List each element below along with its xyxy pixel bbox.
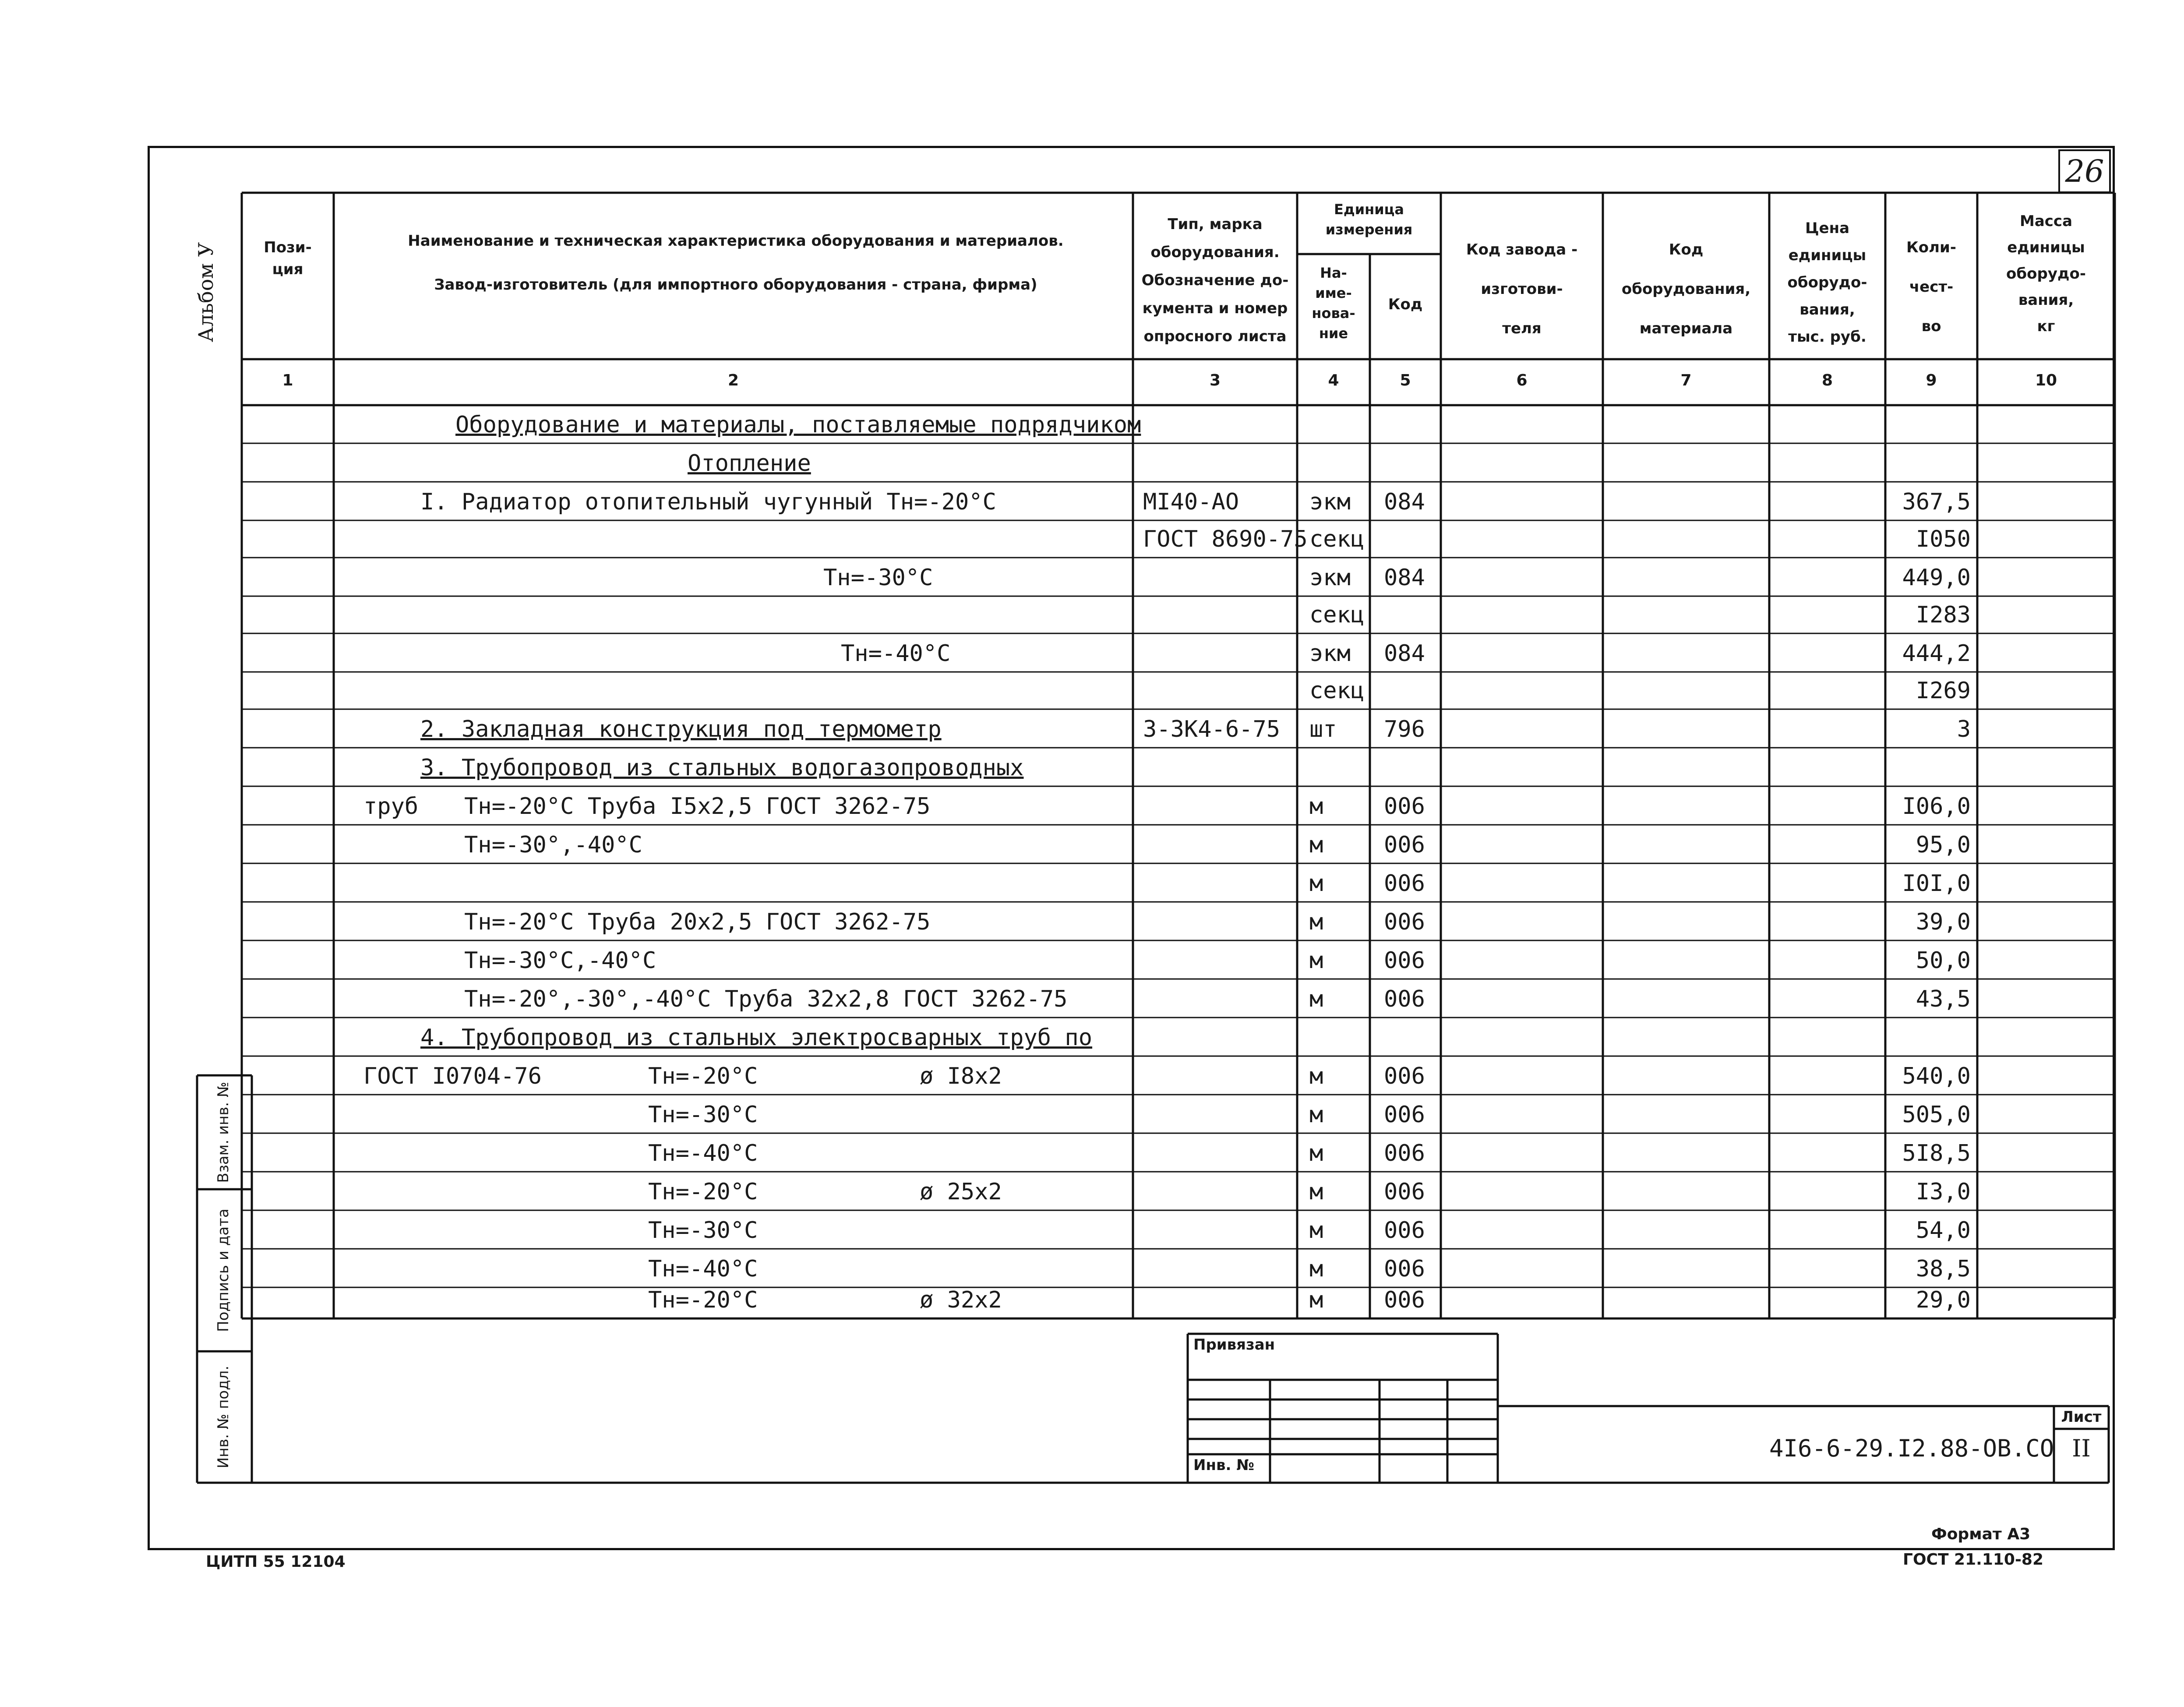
row-quantity: 3 bbox=[1957, 716, 1971, 742]
header-mass: Масса единицы оборудо- вания, кг bbox=[2006, 212, 2086, 335]
row-unit-code: 006 bbox=[1384, 1102, 1425, 1128]
row-name: 4. Трубопровод из стальных электросварных труб по bbox=[420, 1025, 1093, 1051]
row-unit-code: 006 bbox=[1384, 986, 1425, 1012]
header-unit: Единица измерения bbox=[1325, 201, 1413, 238]
row-unit: экм bbox=[1309, 489, 1351, 515]
header-name-line1: Наименование и техническая характеристика оборудования и материалов. bbox=[408, 232, 1064, 250]
row-quantity: I06,0 bbox=[1902, 793, 1971, 820]
row-name: 3. Трубопровод из стальных водогазопроводных bbox=[420, 755, 1024, 781]
header-equipment-code: Код оборудования, материала bbox=[1621, 241, 1751, 337]
row-unit: м bbox=[1309, 909, 1323, 935]
row-unit-code: 084 bbox=[1384, 565, 1425, 591]
row-unit: м bbox=[1309, 870, 1323, 897]
header-position: Пози- ция bbox=[264, 239, 312, 278]
row-quantity: I0I,0 bbox=[1902, 870, 1971, 897]
header-name-line2: Завод-изготовитель (для импортного оборудования - страна, фирма) bbox=[434, 276, 1037, 293]
row-name: Тн=-20°,-30°,-40°С Труба 32x2,8 ГОСТ 3262-75 bbox=[464, 986, 1068, 1012]
row-unit: м bbox=[1309, 793, 1323, 820]
row-unit: секц bbox=[1309, 602, 1365, 628]
column-number: 1 bbox=[282, 371, 293, 389]
row-type: МI40-АО bbox=[1143, 489, 1239, 515]
header-quantity: Коли- чест- во bbox=[1906, 239, 1956, 335]
header-type: Тип, марка оборудования. Обозначение до- кумента и номер опросного листа bbox=[1141, 216, 1289, 345]
row-unit: м bbox=[1309, 1256, 1323, 1282]
row-unit: шт bbox=[1309, 716, 1337, 742]
row-quantity: 449,0 bbox=[1902, 565, 1971, 591]
row-quantity: 54,0 bbox=[1916, 1217, 1971, 1244]
row-quantity: 5I8,5 bbox=[1902, 1140, 1971, 1166]
row-unit-code: 006 bbox=[1384, 909, 1425, 935]
row-name: Тн=-20°С bbox=[648, 1063, 758, 1089]
column-number: 7 bbox=[1680, 371, 1692, 389]
row-diameter: ø 32x2 bbox=[920, 1287, 1002, 1313]
row-name: Тн=-30°С bbox=[648, 1102, 758, 1128]
row-unit-code: 006 bbox=[1384, 1256, 1425, 1282]
row-quantity: 367,5 bbox=[1902, 489, 1971, 515]
row-quantity: 39,0 bbox=[1916, 909, 1971, 935]
footer-format: Формат А3 bbox=[1931, 1525, 2031, 1543]
footer-citp: ЦИТП 55 12104 bbox=[206, 1553, 346, 1571]
row-name: Отопление bbox=[688, 450, 811, 477]
sheet-number: II bbox=[2072, 1435, 2091, 1462]
row-quantity: 50,0 bbox=[1916, 947, 1971, 974]
row-unit: м bbox=[1309, 1102, 1323, 1128]
row-unit-code: 006 bbox=[1384, 832, 1425, 858]
row-name: Тн=-20°С Труба I5x2,5 ГОСТ 3262-75 bbox=[464, 793, 931, 820]
row-unit-code: 084 bbox=[1384, 489, 1425, 515]
row-unit: экм bbox=[1309, 640, 1351, 667]
column-number: 5 bbox=[1400, 371, 1411, 389]
row-name: Тн=-40°С bbox=[841, 640, 951, 667]
footer-gost: ГОСТ 21.110-82 bbox=[1903, 1551, 2044, 1569]
row-name: I. Радиатор отопительный чугунный Тн=-20°С bbox=[420, 489, 996, 515]
row-name: Тн=-40°С bbox=[648, 1256, 758, 1282]
row-name: Тн=-30°С bbox=[648, 1217, 758, 1244]
row-quantity: 540,0 bbox=[1902, 1063, 1971, 1089]
row-unit-code: 006 bbox=[1384, 1063, 1425, 1089]
row-unit: м bbox=[1309, 832, 1323, 858]
row-unit: м bbox=[1309, 1179, 1323, 1205]
row-unit-code: 006 bbox=[1384, 1287, 1425, 1313]
row-unit: м bbox=[1309, 1287, 1323, 1313]
stamp-inv-no: Инв. № bbox=[1193, 1456, 1255, 1474]
sheet-mark: 26 bbox=[2058, 149, 2111, 193]
row-unit: секц bbox=[1309, 678, 1365, 704]
row-unit-code: 006 bbox=[1384, 947, 1425, 974]
column-number: 6 bbox=[1516, 371, 1528, 389]
row-quantity: I050 bbox=[1916, 526, 1971, 552]
column-number: 10 bbox=[2035, 371, 2057, 389]
row-quantity: 505,0 bbox=[1902, 1102, 1971, 1128]
row-type: 3-ЗК4-6-75 bbox=[1143, 716, 1281, 742]
column-number: 3 bbox=[1209, 371, 1221, 389]
row-unit: м bbox=[1309, 1063, 1323, 1089]
side-label-vzam: Взам. инв. № bbox=[215, 1081, 232, 1183]
row-quantity: 95,0 bbox=[1916, 832, 1971, 858]
row-prefix: ГОСТ I0704-76 bbox=[363, 1063, 542, 1089]
row-quantity: I269 bbox=[1916, 678, 1971, 704]
row-unit-code: 006 bbox=[1384, 1140, 1425, 1166]
row-unit: м bbox=[1309, 1140, 1323, 1166]
row-unit: м bbox=[1309, 986, 1323, 1012]
row-diameter: ø 25x2 bbox=[920, 1179, 1002, 1205]
row-name: 2. Закладная конструкция под термометр bbox=[420, 716, 942, 742]
row-prefix: труб bbox=[363, 793, 419, 820]
header-unit-code: Код bbox=[1388, 296, 1423, 313]
column-number: 4 bbox=[1328, 371, 1339, 389]
row-quantity: 38,5 bbox=[1916, 1256, 1971, 1282]
album-label: Альбом У bbox=[194, 242, 218, 343]
row-name: Тн=-20°С bbox=[648, 1287, 758, 1313]
row-name: Тн=-40°С bbox=[648, 1140, 758, 1166]
row-name: Тн=-20°С Труба 20x2,5 ГОСТ 3262-75 bbox=[464, 909, 931, 935]
header-unit-name: На- име- нова- ние bbox=[1312, 265, 1355, 342]
row-quantity: 43,5 bbox=[1916, 986, 1971, 1012]
header-price: Цена единицы оборудо- вания, тыс. руб. bbox=[1787, 219, 1867, 346]
row-unit-code: 006 bbox=[1384, 1217, 1425, 1244]
row-unit-code: 084 bbox=[1384, 640, 1425, 667]
row-name: Тн=-20°С bbox=[648, 1179, 758, 1205]
row-unit-code: 006 bbox=[1384, 793, 1425, 820]
document-code: 4I6-6-29.I2.88-ОВ.СО bbox=[1769, 1435, 2054, 1462]
side-label-podpis: Подпись и дата bbox=[215, 1209, 232, 1332]
column-number: 9 bbox=[1926, 371, 1937, 389]
row-unit: м bbox=[1309, 947, 1323, 974]
row-name: Оборудование и материалы, поставляемые подрядчиком bbox=[455, 412, 1141, 438]
row-name: Тн=-30°С bbox=[823, 565, 933, 591]
row-unit-code: 006 bbox=[1384, 870, 1425, 897]
row-quantity: 29,0 bbox=[1916, 1287, 1971, 1313]
side-label-inv: Инв. № подл. bbox=[215, 1365, 232, 1469]
row-quantity: I283 bbox=[1916, 602, 1971, 628]
row-name: Тн=-30°С,-40°С bbox=[464, 947, 656, 974]
row-diameter: ø I8x2 bbox=[920, 1063, 1002, 1089]
column-number: 8 bbox=[1821, 371, 1833, 389]
column-number: 2 bbox=[727, 371, 739, 389]
sheet-label: Лист bbox=[2061, 1408, 2102, 1426]
row-quantity: 444,2 bbox=[1902, 640, 1971, 667]
row-type: ГОСТ 8690-75 bbox=[1143, 526, 1308, 552]
stamp-privyazan: Привязан bbox=[1193, 1336, 1275, 1354]
row-unit: м bbox=[1309, 1217, 1323, 1244]
row-unit-code: 006 bbox=[1384, 1179, 1425, 1205]
row-unit: экм bbox=[1309, 565, 1351, 591]
row-unit: секц bbox=[1309, 526, 1365, 552]
row-quantity: I3,0 bbox=[1916, 1179, 1971, 1205]
header-factory-code: Код завода - изготови- теля bbox=[1466, 241, 1578, 337]
row-unit-code: 796 bbox=[1384, 716, 1425, 742]
row-name: Тн=-30°,-40°С bbox=[464, 832, 642, 858]
